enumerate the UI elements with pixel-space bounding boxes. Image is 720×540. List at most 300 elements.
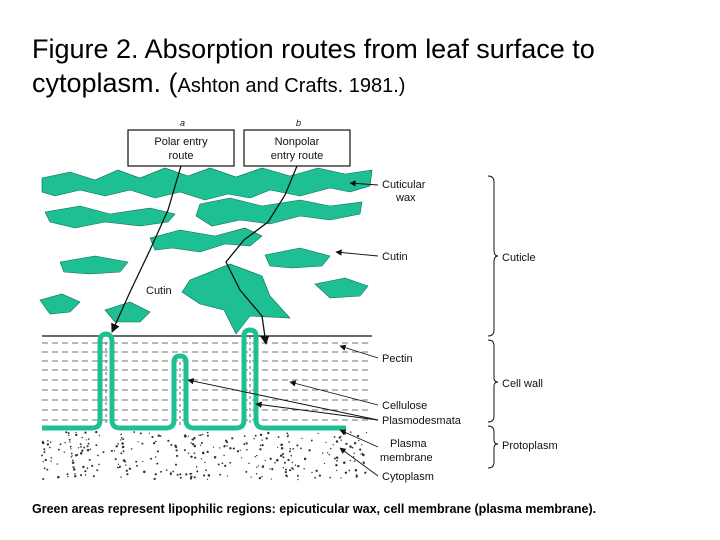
stipple-dot xyxy=(207,451,209,453)
stipple-dot xyxy=(255,435,257,437)
stipple-dot xyxy=(191,473,192,474)
stipple-dot xyxy=(194,476,196,478)
stipple-dot xyxy=(355,469,358,472)
stipple-dot xyxy=(334,458,336,460)
cutin-blob-4 xyxy=(60,256,128,274)
stipple-dot xyxy=(360,454,361,455)
stipple-dot xyxy=(131,448,133,450)
stipple-dot xyxy=(87,445,89,447)
stipple-dot xyxy=(57,476,60,479)
stipple-dot xyxy=(336,440,339,443)
stipple-dot xyxy=(126,470,128,472)
title-citation: Ashton and Crafts. 1981.) xyxy=(177,75,406,97)
stipple-dot xyxy=(90,449,92,451)
stipple-dot xyxy=(114,450,115,451)
stipple-dot xyxy=(69,441,70,442)
stipple-dot xyxy=(258,465,259,466)
stipple-dot xyxy=(81,437,82,438)
plasmodesmata-channels xyxy=(106,336,250,426)
nonpolar-entry-label-line1: Nonpolar xyxy=(274,136,320,148)
stipple-dot xyxy=(229,462,231,464)
stipple-dot xyxy=(229,447,231,449)
stipple-dot xyxy=(304,458,307,461)
stipple-dot xyxy=(223,455,224,456)
stipple-dot xyxy=(118,464,119,465)
stipple-dot xyxy=(73,468,76,471)
stipple-dot xyxy=(260,434,262,436)
stipple-dot xyxy=(80,443,82,445)
stipple-dot xyxy=(356,475,358,477)
stipple-dot xyxy=(329,477,331,479)
stipple-dot xyxy=(116,446,118,448)
cutin-blob-6 xyxy=(40,294,80,314)
stipple-dot xyxy=(122,446,125,449)
stipple-dot xyxy=(276,459,279,462)
stipple-dot xyxy=(69,439,71,441)
stipple-dot xyxy=(243,443,245,445)
stipple-dot xyxy=(71,456,73,458)
stipple-dot xyxy=(200,434,202,436)
stipple-dot xyxy=(80,446,82,448)
cell-wall-bracket xyxy=(488,340,498,422)
cutin-blob-5 xyxy=(265,248,330,268)
stipple-dot xyxy=(301,438,302,439)
stipple-dot xyxy=(142,461,143,462)
route-a-letter: a xyxy=(180,118,186,128)
title-main: Figure 2. Absorption routes from leaf surface to cytoplasm. ( xyxy=(32,34,595,98)
stipple-dot xyxy=(194,452,196,454)
stipple-dot xyxy=(42,478,44,480)
stipple-dot xyxy=(300,448,302,450)
stipple-dot xyxy=(295,465,296,466)
stipple-dot xyxy=(117,443,119,445)
stipple-dot xyxy=(330,448,332,450)
stipple-dot xyxy=(334,436,336,438)
stipple-dot xyxy=(245,471,247,473)
stipple-dot xyxy=(366,432,367,433)
stipple-dot xyxy=(277,447,278,448)
stipple-dot xyxy=(270,458,272,460)
stipple-dot xyxy=(285,471,287,473)
stipple-dot xyxy=(122,438,124,440)
stipple-dot xyxy=(43,448,45,450)
stipple-dot xyxy=(95,444,97,446)
label-cytoplasm: Cytoplasm xyxy=(382,471,434,483)
stipple-dot xyxy=(60,443,62,445)
stipple-dot xyxy=(237,450,239,452)
stipple-dot xyxy=(119,466,121,468)
stipple-dot xyxy=(219,474,221,476)
stipple-dot xyxy=(135,461,137,463)
stipple-dot xyxy=(286,432,288,434)
stipple-dot xyxy=(253,438,255,440)
cutin-blob-8 xyxy=(105,302,150,322)
stipple-dot xyxy=(64,442,65,443)
stipple-dot xyxy=(123,459,126,462)
stipple-dot xyxy=(149,433,150,434)
stipple-dot xyxy=(175,446,177,448)
stipple-dot xyxy=(64,451,65,452)
stipple-dot xyxy=(177,474,179,476)
stipple-dot xyxy=(201,442,203,444)
stipple-dot xyxy=(194,445,197,448)
stipple-dot xyxy=(170,473,172,475)
stipple-dot xyxy=(73,466,75,468)
stipple-dot xyxy=(82,466,84,468)
stipple-dot xyxy=(44,451,46,453)
stipple-dot xyxy=(353,456,354,457)
stipple-dot xyxy=(190,442,192,444)
stipple-dot xyxy=(359,449,361,451)
stipple-dot xyxy=(207,432,209,434)
stipple-dot xyxy=(166,469,168,471)
protoplasm-bracket xyxy=(488,426,498,468)
stipple-dot xyxy=(72,459,74,461)
stipple-dot xyxy=(141,443,143,445)
stipple-dot xyxy=(207,479,208,480)
cuticular-wax-layer xyxy=(42,168,372,200)
stipple-dot xyxy=(93,475,95,477)
stipple-dot xyxy=(44,467,46,469)
stipple-dot xyxy=(68,435,69,436)
stipple-dot xyxy=(269,468,270,469)
stipple-dot xyxy=(71,453,73,455)
stipple-dot xyxy=(121,442,124,445)
stipple-dot xyxy=(86,439,87,440)
stipple-dot xyxy=(143,471,146,474)
stipple-dot xyxy=(288,441,290,443)
stipple-dot xyxy=(290,455,292,457)
stipple-dot xyxy=(349,445,351,447)
stipple-dot xyxy=(311,472,312,473)
stipple-dot xyxy=(364,472,366,474)
stipple-dot xyxy=(207,435,209,437)
route-b-letter: b xyxy=(296,118,302,128)
stipple-dot xyxy=(88,438,90,440)
stipple-dot xyxy=(259,477,261,479)
stipple-dot xyxy=(283,456,285,458)
stipple-dot xyxy=(153,442,155,444)
stipple-dot xyxy=(65,431,67,433)
stipple-dot xyxy=(261,444,263,446)
stipple-dot xyxy=(213,446,214,447)
stipple-dot xyxy=(293,469,294,470)
stipple-dot xyxy=(319,474,321,476)
stipple-dot xyxy=(241,457,242,458)
stipple-dot xyxy=(117,467,119,469)
stipple-dot xyxy=(285,474,287,476)
label-pointers xyxy=(188,183,378,476)
polar-entry-label-line2: route xyxy=(168,150,194,162)
stipple-dot xyxy=(123,450,125,452)
polar-entry-label-line1: Polar entry xyxy=(154,136,208,148)
stipple-dot xyxy=(214,456,217,459)
stipple-dot xyxy=(70,448,71,449)
plasma-membrane xyxy=(42,330,346,428)
stipple-dot xyxy=(218,464,220,466)
stipple-dot xyxy=(170,444,172,446)
stipple-dot xyxy=(198,435,199,436)
protoplasm-stipple xyxy=(41,431,367,480)
stipple-dot xyxy=(292,448,294,450)
stipple-dot xyxy=(83,447,85,449)
stipple-dot xyxy=(336,460,338,462)
stipple-dot xyxy=(121,437,123,439)
stipple-dot xyxy=(227,475,228,476)
stipple-dot xyxy=(219,447,220,448)
stipple-dot xyxy=(358,440,359,441)
stipple-dot xyxy=(81,450,83,452)
stipple-dot xyxy=(256,455,257,456)
stipple-dot xyxy=(150,458,152,460)
stipple-dot xyxy=(224,465,226,467)
stipple-dot xyxy=(231,437,233,439)
cutin-blob-2 xyxy=(196,198,362,226)
bracket-label-cuticle: Cuticle xyxy=(502,252,536,264)
stipple-dot xyxy=(75,434,77,436)
cuticle-bracket xyxy=(488,176,498,336)
stipple-dot xyxy=(361,444,362,445)
lipophilic-cuticle-regions xyxy=(40,168,372,334)
stipple-dot xyxy=(170,472,171,473)
stipple-dot xyxy=(311,440,313,442)
stipple-dot xyxy=(254,456,255,457)
stipple-dot xyxy=(248,463,249,464)
stipple-dot xyxy=(184,434,187,437)
stipple-dot xyxy=(155,456,157,458)
stipple-dot xyxy=(84,470,86,472)
stipple-dot xyxy=(322,453,323,454)
stipple-dot xyxy=(201,458,202,459)
stipple-dot xyxy=(156,463,158,465)
stipple-dot xyxy=(72,461,75,464)
stipple-dot xyxy=(333,444,334,445)
stipple-dot xyxy=(120,434,122,436)
stipple-dot xyxy=(327,452,328,453)
stipple-dot xyxy=(84,431,86,433)
stipple-dot xyxy=(58,449,60,451)
stipple-dot xyxy=(167,440,169,442)
stipple-dot xyxy=(203,452,205,454)
stipple-dot xyxy=(184,449,186,451)
stipple-dot xyxy=(303,468,305,470)
stipple-dot xyxy=(222,462,224,464)
stipple-dot xyxy=(74,475,76,477)
cell-wall-texture xyxy=(42,343,370,420)
stipple-dot xyxy=(340,439,341,440)
stipple-dot xyxy=(350,460,351,461)
stipple-dot xyxy=(157,450,159,452)
stipple-dot xyxy=(289,469,291,471)
stipple-dot xyxy=(179,473,181,475)
stipple-dot xyxy=(271,478,272,479)
stipple-dot xyxy=(354,460,356,462)
stipple-dot xyxy=(87,467,89,469)
stipple-dot xyxy=(336,457,338,459)
stipple-dot xyxy=(88,443,90,445)
stipple-dot xyxy=(71,455,72,456)
stipple-dot xyxy=(345,443,347,445)
stipple-dot xyxy=(363,463,364,464)
stipple-dot xyxy=(188,452,190,454)
stipple-dot xyxy=(329,454,331,456)
stipple-dot xyxy=(266,437,268,439)
stipple-dot xyxy=(99,435,100,436)
stipple-dot xyxy=(158,434,160,436)
stipple-dot xyxy=(120,476,121,477)
stipple-dot xyxy=(256,466,257,467)
label-cuticular-wax-line1: Cuticular xyxy=(382,179,426,191)
stipple-dot xyxy=(51,457,53,459)
stipple-dot xyxy=(190,456,192,458)
stipple-dot xyxy=(336,470,337,471)
stipple-dot xyxy=(200,445,201,446)
stipple-dot xyxy=(284,462,286,464)
stipple-dot xyxy=(204,462,205,463)
figure-caption: Green areas represent lipophilic regions: epicuticular wax, cell membrane (plasma membrane). xyxy=(32,502,597,516)
stipple-dot xyxy=(138,441,139,442)
stipple-dot xyxy=(190,476,192,478)
stipple-dot xyxy=(194,457,196,459)
stipple-dot xyxy=(67,476,69,478)
stipple-dot xyxy=(96,469,98,471)
stipple-dot xyxy=(75,432,76,433)
cutin-blob-7 xyxy=(182,264,290,334)
stipple-dot xyxy=(274,462,276,464)
stipple-dot xyxy=(42,442,45,445)
stipple-dot xyxy=(317,433,318,434)
label-cellulose: Cellulose xyxy=(382,400,428,412)
stipple-dot xyxy=(339,437,341,439)
cutin-blob-3 xyxy=(150,228,262,252)
stipple-dot xyxy=(271,468,273,470)
stipple-dot xyxy=(78,447,79,448)
stipple-dot xyxy=(289,450,291,452)
stipple-dot xyxy=(129,468,131,470)
stipple-dot xyxy=(285,469,287,471)
stipple-dot xyxy=(87,449,90,452)
stipple-dot xyxy=(151,436,153,438)
stipple-dot xyxy=(172,471,174,473)
stipple-dot xyxy=(68,432,70,434)
stipple-dot xyxy=(175,449,177,451)
stipple-dot xyxy=(308,449,310,451)
stipple-dot xyxy=(49,447,51,449)
stipple-dot xyxy=(46,469,47,470)
stipple-dot xyxy=(50,461,51,462)
stipple-dot xyxy=(324,463,325,464)
stipple-dot xyxy=(280,444,283,447)
stipple-dot xyxy=(120,452,122,454)
stipple-dot xyxy=(103,451,105,453)
stipple-dot xyxy=(287,459,289,461)
stipple-dot xyxy=(202,434,204,436)
stipple-dot xyxy=(280,454,283,457)
stipple-dot xyxy=(351,447,353,449)
stipple-dot xyxy=(244,435,246,437)
stipple-dot xyxy=(245,442,247,444)
stipple-dot xyxy=(297,479,298,480)
stipple-dot xyxy=(50,441,52,443)
label-cuticular-wax-line2: wax xyxy=(396,192,416,204)
stipple-dot xyxy=(356,474,358,476)
stipple-dot xyxy=(256,473,258,475)
stipple-dot xyxy=(314,477,316,479)
stipple-dot xyxy=(47,443,49,445)
stipple-dot xyxy=(196,466,198,468)
stipple-dot xyxy=(97,455,99,457)
stipple-dot xyxy=(350,431,352,433)
stipple-dot xyxy=(196,470,198,472)
stipple-dot xyxy=(74,473,76,475)
stipple-dot xyxy=(287,436,289,438)
stipple-dot xyxy=(297,475,299,477)
stipple-dot xyxy=(80,474,82,476)
stipple-dot xyxy=(205,469,207,471)
stipple-dot xyxy=(240,450,241,451)
label-cutin: Cutin xyxy=(382,251,408,263)
stipple-dot xyxy=(261,439,262,440)
stipple-dot xyxy=(345,472,347,474)
stipple-dot xyxy=(41,454,43,456)
stipple-dot xyxy=(155,473,157,475)
stipple-dot xyxy=(260,445,261,446)
stipple-dot xyxy=(289,448,291,450)
stipple-dot xyxy=(160,435,162,437)
cutin-blob-9 xyxy=(315,278,368,298)
stipple-dot xyxy=(292,462,293,463)
stipple-dot xyxy=(126,473,128,475)
stipple-dot xyxy=(357,435,359,437)
stipple-dot xyxy=(192,438,194,440)
stipple-dot xyxy=(233,448,235,450)
stipple-dot xyxy=(192,443,194,445)
stipple-dot xyxy=(85,474,87,476)
stipple-dot xyxy=(66,473,68,475)
stipple-dot xyxy=(89,459,91,461)
stipple-dot xyxy=(225,440,227,442)
stipple-dot xyxy=(57,463,59,465)
stipple-dot xyxy=(188,436,189,437)
stipple-dot xyxy=(267,432,269,434)
stipple-dot xyxy=(185,473,187,475)
stipple-dot xyxy=(208,474,211,477)
stipple-dot xyxy=(262,465,264,467)
stipple-dot xyxy=(265,460,266,461)
stipple-dot xyxy=(354,442,356,444)
stipple-dot xyxy=(226,445,227,446)
stipple-dot xyxy=(111,450,113,452)
stipple-dot xyxy=(223,445,225,447)
stipple-dot xyxy=(297,465,299,467)
stipple-dot xyxy=(98,464,100,466)
stipple-dot xyxy=(175,464,177,466)
label-plasmodesmata: Plasmodesmata xyxy=(382,415,461,427)
stipple-dot xyxy=(250,476,251,477)
stipple-dot xyxy=(335,464,337,466)
layer-brackets xyxy=(488,176,498,468)
stipple-dot xyxy=(140,432,142,434)
stipple-dot xyxy=(261,476,262,477)
stipple-dot xyxy=(180,477,182,479)
label-pectin: Pectin xyxy=(382,353,413,365)
label-plasma-membrane-line1: Plasma xyxy=(390,438,427,450)
stipple-dot xyxy=(133,431,135,433)
stipple-dot xyxy=(70,446,72,448)
stipple-dot xyxy=(91,465,93,467)
stipple-dot xyxy=(45,459,47,461)
stipple-dot xyxy=(349,470,351,472)
